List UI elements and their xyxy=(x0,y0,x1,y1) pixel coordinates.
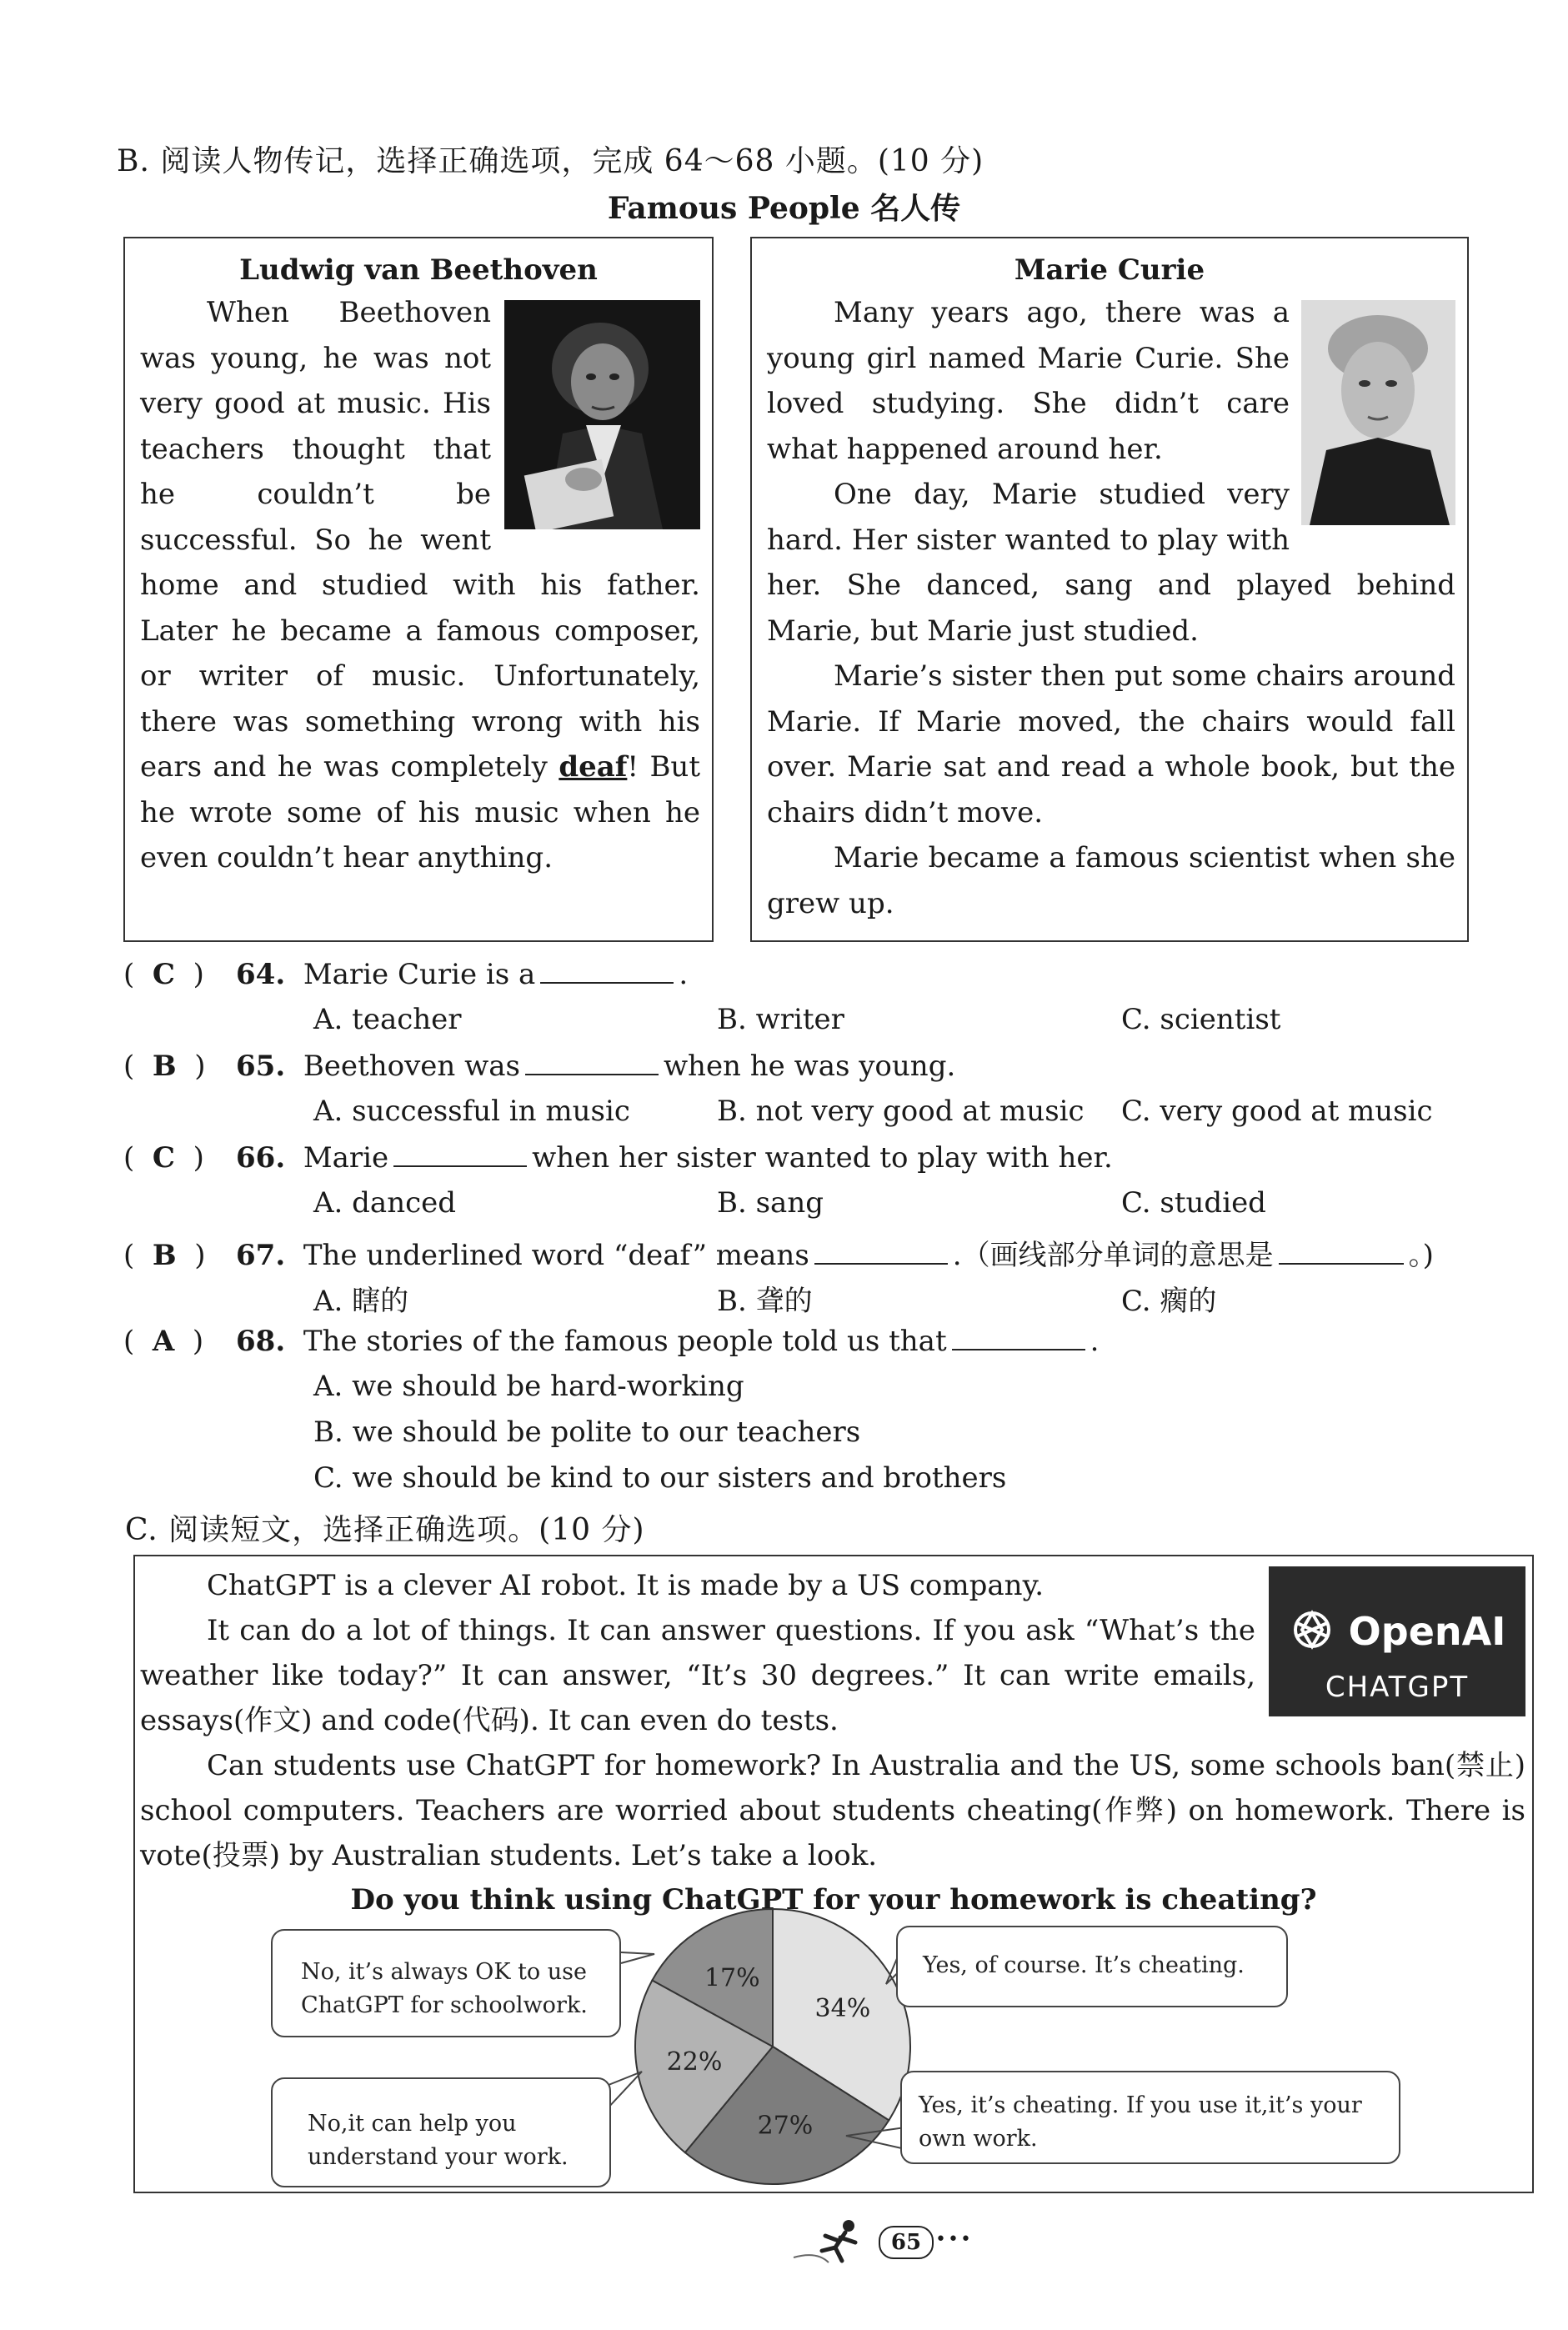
question-64: ( C ) 64. Marie Curie is a . xyxy=(123,958,689,991)
option-68-a: A. we should be hard-working xyxy=(313,1370,744,1403)
option-65-c: C. very good at music xyxy=(1121,1095,1433,1128)
passage-c-paragraph-1: ChatGPT is a clever AI robot. It is made by a US company. xyxy=(207,1569,1044,1602)
curie-paragraph-2: One day, Marie studied very hard. Her sister wanted to play with her. She danced, sang and played behind Marie, but Marie just studied. xyxy=(767,478,1455,648)
curie-box xyxy=(750,237,1469,942)
option-68-c: C. we should be kind to our sisters and brothers xyxy=(313,1461,1007,1495)
pie-label-no-help-understand: 22% xyxy=(666,2047,723,2077)
option-67-b: B. 聋的 xyxy=(717,1285,813,1318)
page-footer xyxy=(792,2217,984,2267)
option-65-b: B. not very good at music xyxy=(717,1095,1085,1128)
section-c-header: C. 阅读短文，选择正确选项。(10 分) xyxy=(125,1513,645,1547)
openai-logo: OpenAI CHATGPT xyxy=(1269,1566,1525,1716)
passage-c-paragraph-2: It can do a lot of things. It can answer questions. If you ask “What’s the weather like today?” It can answer, “It’s 30 degrees.” It can write emails, essays(作文) and code(代码). It can even do tests. xyxy=(140,1614,1255,1737)
beethoven-title: Ludwig van Beethoven xyxy=(239,253,598,287)
answer-slot-64: ( C ) xyxy=(123,958,204,991)
page-number: 65 xyxy=(879,2226,934,2259)
option-67-a: A. 瞎的 xyxy=(313,1285,409,1318)
option-65-a: A. successful in music xyxy=(313,1095,630,1128)
beethoven-box xyxy=(123,237,714,942)
option-66-c: C. studied xyxy=(1121,1186,1266,1220)
curie-paragraph-1: Many years ago, there was a young girl named Marie Curie. She loved studying. She didn’t care what happened around her. xyxy=(767,296,1290,466)
curie-title: Marie Curie xyxy=(1014,253,1205,287)
question-68: ( A ) 68. The stories of the famous people told us that . xyxy=(123,1325,1100,1358)
pie-label-yes-cheating: 34% xyxy=(814,1993,871,2023)
question-65: ( B ) 65. Beethoven was when he was young. xyxy=(123,1050,956,1083)
option-64-a: A. teacher xyxy=(313,1003,462,1036)
option-67-c: C. 瘸的 xyxy=(1121,1285,1217,1318)
underlined-word-deaf: deaf xyxy=(559,750,628,784)
openai-knot-icon xyxy=(1289,1606,1335,1662)
passage-c-paragraph-3: Can students use ChatGPT for homework? In Australia and the US, some schools ban(禁止) school computers. Teachers are worried about students cheating(作弊) on homework. There is vote(投票) by Australian students. Let’s take a look. xyxy=(140,1749,1525,1872)
option-64-c: C. scientist xyxy=(1121,1003,1281,1036)
answer-slot-67: ( B ) xyxy=(123,1239,206,1272)
curie-portrait xyxy=(1301,300,1455,525)
answer-slot-65: ( B ) xyxy=(123,1050,206,1083)
answer-slot-66: ( C ) xyxy=(123,1141,204,1175)
option-68-b: B. we should be polite to our teachers xyxy=(313,1416,861,1449)
question-66: ( C ) 66. Marie when her sister wanted to play with her. xyxy=(123,1141,1113,1175)
curie-paragraph-3: Marie’s sister then put some chairs around Marie. If Marie moved, the chairs would fall over. Marie sat and read a whole book, but the chairs didn’t move. xyxy=(767,659,1455,829)
blank-67 xyxy=(814,1238,948,1265)
bubble-top-left: No, it’s always OK to use ChatGPT for schoolwork. xyxy=(271,1929,621,2037)
blank-66 xyxy=(393,1140,527,1167)
chatgpt-label: CHATGPT xyxy=(1325,1671,1470,1704)
bubble-top-right: Yes, of course. It’s cheating. xyxy=(896,1926,1288,2007)
option-66-a: A. danced xyxy=(313,1186,457,1220)
runner-icon xyxy=(792,2217,867,2267)
footer-dots: ••• xyxy=(935,2229,973,2250)
answer-slot-68: ( A ) xyxy=(123,1325,204,1358)
section-b-header: B. 阅读人物传记，选择正确选项，完成 64～68 小题。(10 分) xyxy=(117,144,984,178)
bubble-bottom-left: No,it can help you understand your work. xyxy=(271,2077,611,2187)
pie-label-no-always-ok: 17% xyxy=(704,1963,760,1993)
curie-paragraph-4: Marie became a famous scientist when she grew up. xyxy=(767,841,1455,920)
beethoven-text: When Beethoven was young, he was not very good at music. His teachers thought that he couldn’t be successful. So he went home and studied with his father. Later he became a famous composer, or writer of music. Unfortunately, there was something wrong with his ears and he was completely deaf! But he wrote some of his music when he even couldn’t hear anything. xyxy=(140,296,700,874)
blank-67-cn xyxy=(1279,1238,1404,1265)
chart-title: Do you think using ChatGPT for your homework is cheating? xyxy=(350,1883,1317,1917)
bubble-bottom-right: Yes, it’s cheating. If you use it,it’s your own work. xyxy=(900,2071,1400,2164)
pointer-top-left xyxy=(621,1952,654,1963)
option-64-b: B. writer xyxy=(717,1003,844,1036)
blank-68 xyxy=(952,1324,1085,1350)
blank-64 xyxy=(540,957,674,984)
pie-label-yes-own-work: 27% xyxy=(757,2111,814,2141)
option-66-b: B. sang xyxy=(717,1186,824,1220)
beethoven-portrait xyxy=(504,300,700,529)
banner-title: Famous People 名人传 xyxy=(607,191,961,226)
blank-65 xyxy=(525,1049,659,1075)
question-67: ( B ) 67. The underlined word “deaf” means .（画线部分单词的意思是 。) xyxy=(123,1239,1434,1272)
